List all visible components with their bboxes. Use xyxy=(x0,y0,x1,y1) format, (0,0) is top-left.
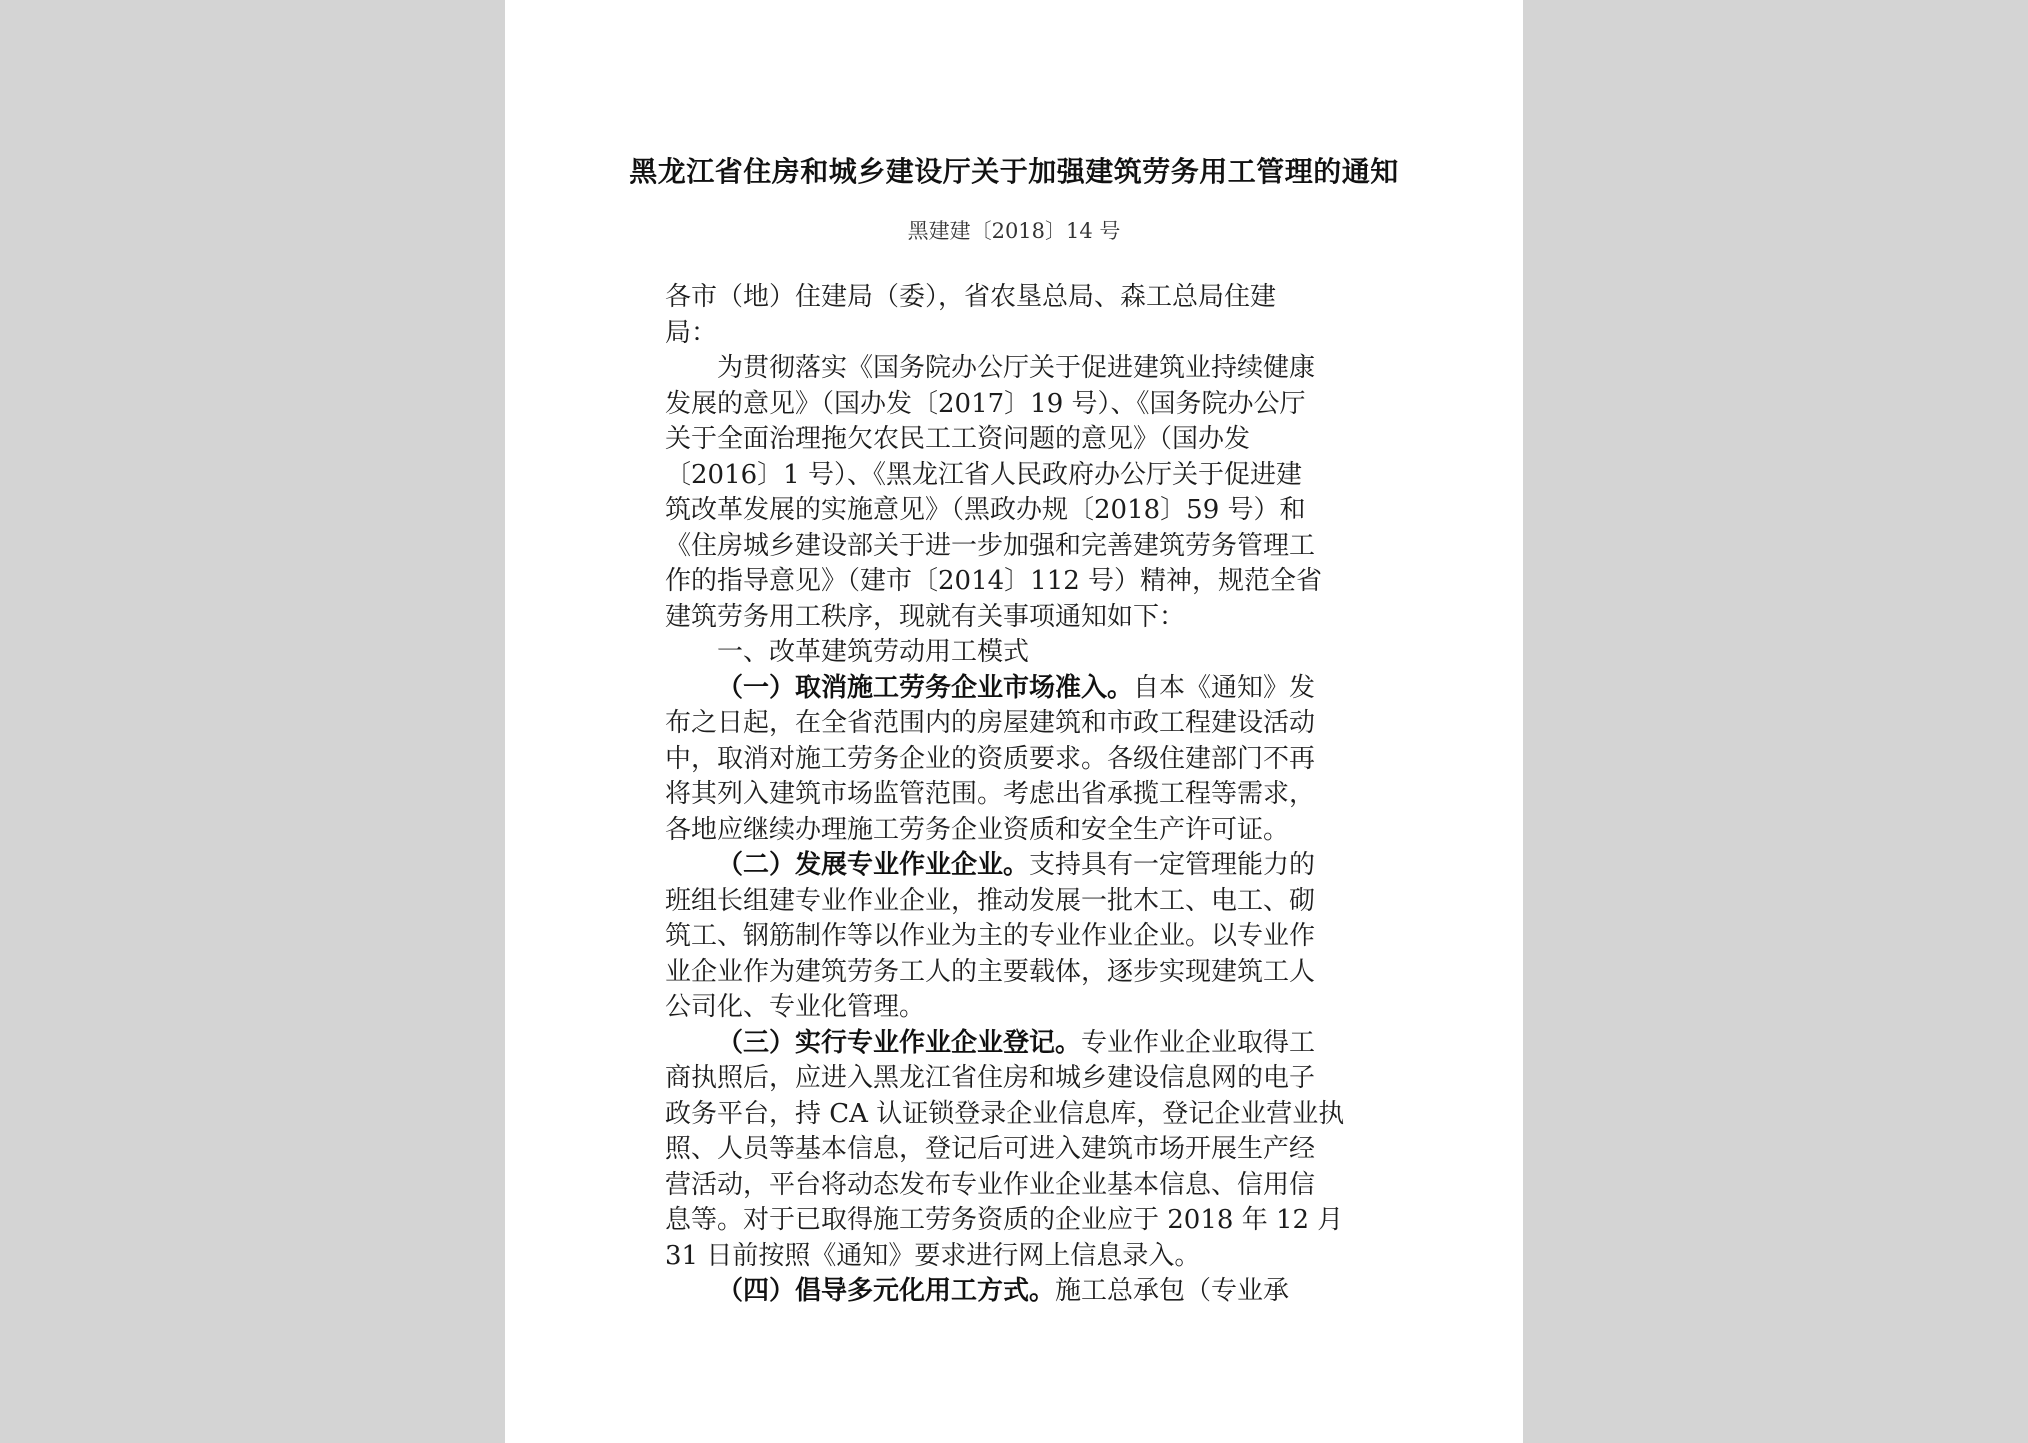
line-text: 业企业作为建筑劳务工人的主要载体，逐步实现建筑工人 xyxy=(665,956,1316,987)
body-line xyxy=(665,280,1365,316)
line-text: 局： xyxy=(665,317,718,348)
body-line xyxy=(665,1274,1365,1310)
clause-heading: （一）取消施工劳务企业市场准入。 xyxy=(717,672,1134,703)
body-line xyxy=(665,387,1365,423)
line-text: 关于全面治理拖欠农民工工资问题的意见》（国办发 xyxy=(665,424,1251,454)
line-text: 作的指导意见》（建市〔2014〕112 号）精神，规范全省 xyxy=(665,566,1323,596)
line-text: 中，取消对施工劳务企业的资质要求。各级住建部门不再 xyxy=(665,743,1316,774)
line-text: 筑改革发展的实施意见》（黑政办规〔2018〕59 号）和 xyxy=(665,495,1306,525)
document-number: 黑建建〔2018〕14 号 xyxy=(907,219,1121,243)
body-line xyxy=(665,1132,1365,1168)
line-text: 一、改革建筑劳动用工模式 xyxy=(717,637,1030,667)
body-line xyxy=(665,742,1365,778)
line-text: 将其列入建筑市场监管范围。考虑出省承揽工程等需求， xyxy=(665,779,1316,809)
document-body xyxy=(665,280,1365,1310)
line-text: 政务平台，持 CA 认证锁登录企业信息库，登记企业营业执 xyxy=(665,1098,1345,1129)
body-line xyxy=(665,1203,1365,1239)
body-line xyxy=(665,813,1365,849)
clause-heading: （三）实行专业作业企业登记。 xyxy=(717,1027,1082,1058)
line-text: 布之日起，在全省范围内的房屋建筑和市政工程建设活动 xyxy=(665,708,1316,738)
body-line xyxy=(665,777,1365,813)
line-text: 施工总承包（专业承 xyxy=(1055,1276,1290,1306)
line-text: 公司化、专业化管理。 xyxy=(665,992,926,1022)
line-text: 商执照后，应进入黑龙江省住房和城乡建设信息网的电子 xyxy=(665,1063,1316,1093)
body-line xyxy=(665,1239,1365,1275)
section-heading xyxy=(665,635,1365,671)
body-line xyxy=(665,671,1365,707)
body-line xyxy=(665,1026,1365,1062)
line-text: 31 日前按照《通知》要求进行网上信息录入。 xyxy=(665,1240,1201,1271)
body-line xyxy=(665,458,1365,494)
line-text: 班组长组建专业作业企业，推动发展一批木工、电工、砌 xyxy=(665,885,1316,916)
body-line xyxy=(665,493,1365,529)
line-text: 筑工、钢筋制作等以作业为主的专业作业企业。以专业作 xyxy=(665,921,1316,951)
body-line xyxy=(665,955,1365,991)
body-line xyxy=(665,422,1365,458)
body-line xyxy=(665,990,1365,1026)
line-text: 支持具有一定管理能力的 xyxy=(1029,850,1316,880)
body-line xyxy=(665,848,1365,884)
line-text: 发展的意见》（国办发〔2017〕19 号）、《国务院办公厅 xyxy=(665,388,1306,419)
line-text: 照、人员等基本信息，登记后可进入建筑市场开展生产经 xyxy=(665,1134,1316,1164)
line-text: 营活动，平台将动态发布专业作业企业基本信息、信用信 xyxy=(665,1169,1316,1200)
body-line xyxy=(665,919,1365,955)
line-text: 息等。对于已取得施工劳务资质的企业应于 2018 年 12 月 xyxy=(665,1205,1344,1235)
line-text: 建筑劳务用工秩序，现就有关事项通知如下： xyxy=(665,601,1186,632)
body-line xyxy=(665,600,1365,636)
line-text: 〔2016〕1 号）、《黑龙江省人民政府办公厅关于促进建 xyxy=(665,459,1302,490)
line-text: 为贯彻落实《国务院办公厅关于促进建筑业持续健康 xyxy=(717,353,1316,383)
line-text: 各市（地）住建局（委），省农垦总局、森工总局住建 xyxy=(665,282,1277,312)
body-line xyxy=(665,316,1365,352)
body-line xyxy=(665,1097,1365,1133)
line-text: 《住房城乡建设部关于进一步加强和完善建筑劳务管理工 xyxy=(665,530,1316,561)
document-title: 黑龙江省住房和城乡建设厅关于加强建筑劳务用工管理的通知 xyxy=(629,155,1399,188)
clause-heading: （四）倡导多元化用工方式。 xyxy=(717,1276,1056,1306)
body-line xyxy=(665,1061,1365,1097)
document-page xyxy=(505,0,1523,1443)
clause-heading: （二）发展专业作业企业。 xyxy=(717,850,1030,880)
body-line xyxy=(665,706,1365,742)
body-line xyxy=(665,1168,1365,1204)
line-text: 自本《通知》发 xyxy=(1133,672,1316,703)
body-line xyxy=(665,529,1365,565)
line-text: 专业作业企业取得工 xyxy=(1081,1027,1316,1058)
body-line xyxy=(665,351,1365,387)
line-text: 各地应继续办理施工劳务企业资质和安全生产许可证。 xyxy=(665,814,1290,845)
body-line xyxy=(665,884,1365,920)
body-line xyxy=(665,564,1365,600)
